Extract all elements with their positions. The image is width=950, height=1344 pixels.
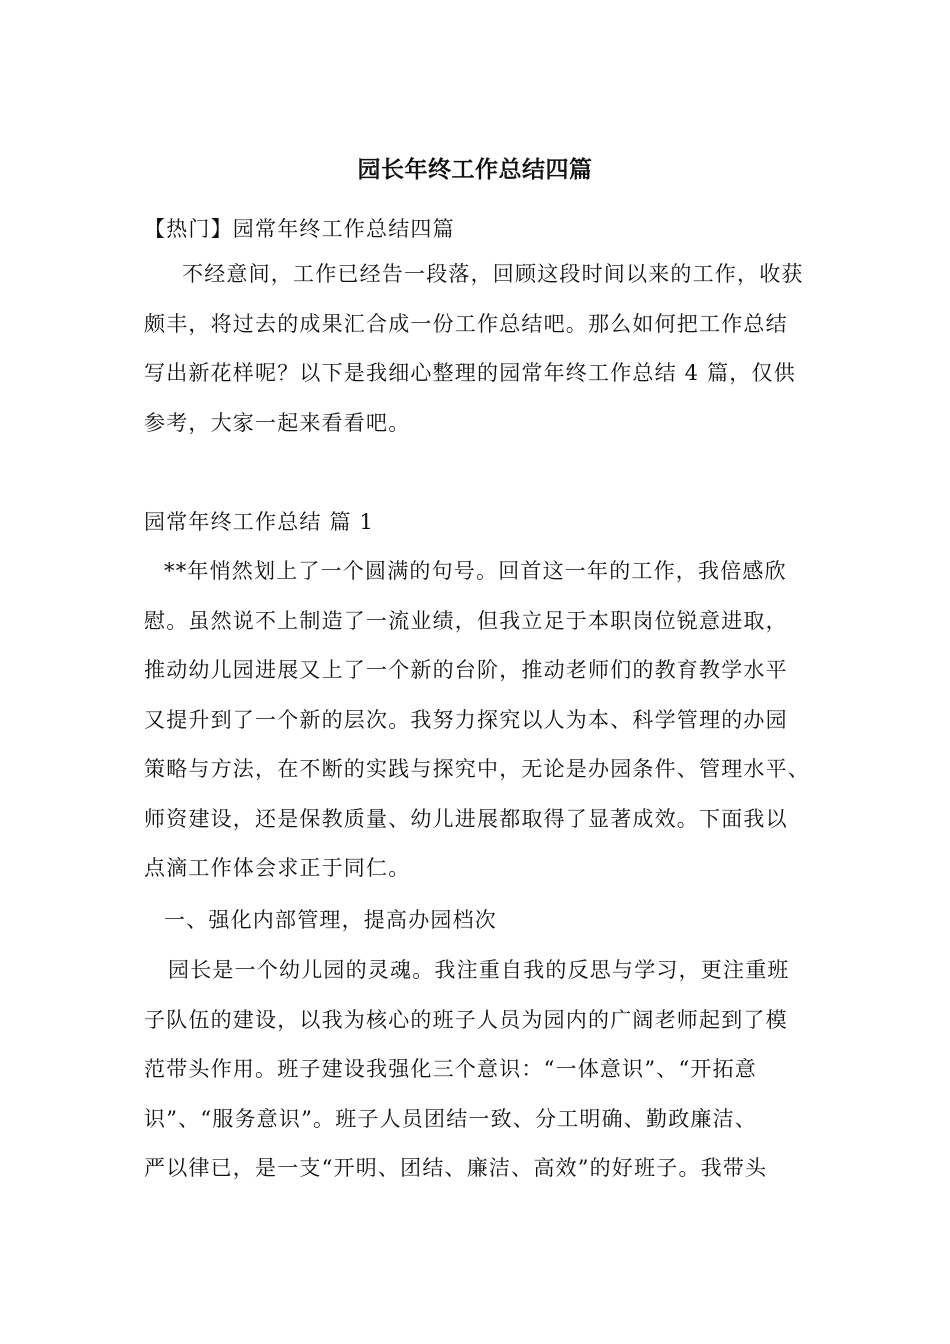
section-heading-block	[144, 498, 824, 548]
section-heading: 园常年终工作总结 篇 1	[144, 510, 375, 534]
document-subtitle-block	[144, 205, 824, 255]
subheading-block	[144, 896, 824, 946]
paragraph-line: 子队伍的建设，以我为核心的班子人员为园内的广阔老师起到了模	[144, 1007, 788, 1032]
body-paragraph	[144, 946, 824, 1194]
section-line: 点滴工作体会求正于同仁。	[144, 856, 411, 880]
intro-paragraph	[144, 250, 824, 448]
paragraph-line: 园长是一个幼儿园的灵魂。我注重自我的反思与学习，更注重班	[168, 958, 790, 982]
section-line: 师资建设，还是保教质量、幼儿进展都取得了显著成效。下面我以	[144, 806, 788, 831]
paragraph-line: 范带头作用。班子建设我强化三个意识：“一体意识”、“开拓意	[144, 1057, 758, 1081]
intro-line: 颇丰，将过去的成果汇合成一份工作总结吧。那么如何把工作总结	[144, 311, 788, 336]
document-title: 园长年终工作总结四篇	[357, 157, 593, 183]
section-line: **年悄然划上了一个圆满的句号。回首这一年的工作，我倍感欣	[164, 559, 787, 583]
section-line: 又提升到了一个新的层次。我努力探究以人为本、科学管理的办园	[144, 707, 788, 732]
subheading: 一、强化内部管理，提高办园档次	[164, 908, 497, 932]
intro-line: 不经意间，工作已经告一段落，回顾这段时间以来的工作，收获	[182, 262, 804, 286]
section-line: 推动幼儿园进展又上了一个新的台阶，推动老师们的教育教学水平	[144, 658, 788, 682]
document-subtitle: 【热门】园常年终工作总结四篇	[144, 217, 455, 241]
intro-line: 写出新花样呢？以下是我细心整理的园常年终工作总结 4 篇，仅供	[144, 361, 796, 385]
section-line: 策略与方法，在不断的实践与探究中，无论是办园条件、管理水平、	[144, 757, 810, 781]
section-line: 慰。虽然说不上制造了一流业绩，但我立足于本职岗位锐意进取，	[144, 608, 788, 633]
paragraph-line: 识”、“服务意识”。班子人员团结一致、分工明确、勤政廉洁、	[144, 1106, 758, 1131]
paragraph-line: 严以律已，是一支“开明、团结、廉洁、高效”的好班子。我带头	[144, 1156, 768, 1180]
section-paragraph	[144, 547, 824, 894]
intro-line: 参考，大家一起来看看吧。	[144, 410, 411, 435]
